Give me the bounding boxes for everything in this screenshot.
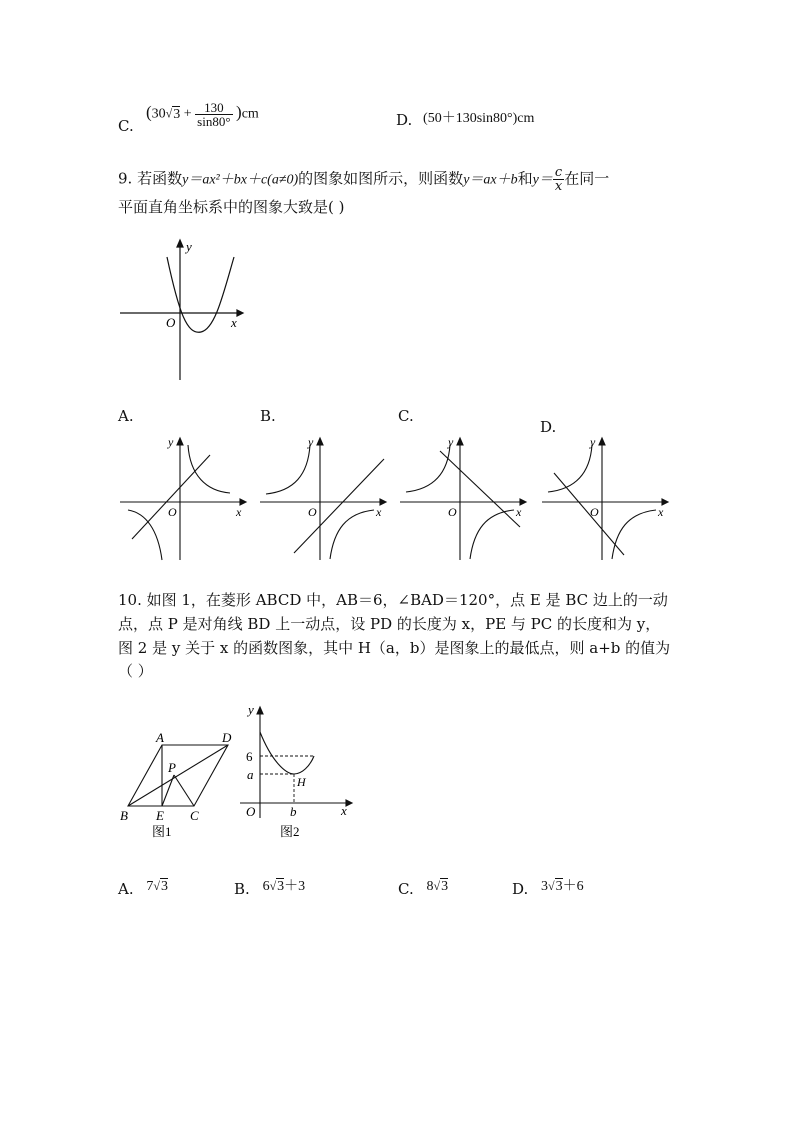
svg-text:C: C xyxy=(190,808,199,823)
svg-text:y: y xyxy=(168,435,174,449)
q10-figure-1-rhombus xyxy=(116,728,248,840)
q9-option-b-graph[interactable] xyxy=(258,435,393,565)
q10-option-b[interactable]: B. 6√3＋3 xyxy=(234,879,306,898)
q9-option-a-graph[interactable] xyxy=(118,435,253,565)
x-label: x xyxy=(231,315,237,330)
q9-option-a-label[interactable]: A. xyxy=(118,407,134,425)
q9-option-d-graph[interactable] xyxy=(540,435,675,565)
q9-parabola-graph xyxy=(115,235,250,385)
segment-pc xyxy=(174,775,194,806)
svg-text:D: D xyxy=(222,730,232,745)
svg-text:O: O xyxy=(448,505,457,519)
svg-text:O: O xyxy=(590,505,599,519)
q9-option-c-graph[interactable] xyxy=(398,435,533,565)
svg-text:y: y xyxy=(248,702,254,717)
svg-text:O: O xyxy=(168,505,177,519)
q10-option-c[interactable]: C. 8√3 xyxy=(398,879,449,898)
svg-text:y: y xyxy=(308,435,314,449)
svg-text:x: x xyxy=(658,505,664,519)
figure-1-caption: 图1 xyxy=(152,824,172,839)
svg-text:P: P xyxy=(168,760,176,775)
svg-text:B: B xyxy=(120,808,128,823)
diagonal-bd xyxy=(128,745,228,806)
svg-text:x: x xyxy=(236,505,242,519)
origin-label: O xyxy=(166,315,176,330)
q10-stem-line-1: 10. 如图 1，在菱形 ABCD 中，AB＝6，∠BAD＝120°，点 E 是 BC 边上的一动 xyxy=(118,591,668,609)
q8-option-c xyxy=(118,108,134,135)
svg-text:x: x xyxy=(376,505,382,519)
parabola-curve xyxy=(167,257,234,332)
segment-pe xyxy=(162,775,174,806)
q8-option-c-expression: (30√3 + $\frac{130}{\sin 80^\circ}$ )cm xyxy=(146,100,259,129)
y-label: y xyxy=(186,239,192,254)
svg-text:y: y xyxy=(448,435,454,449)
q8-option-c-label: C. xyxy=(118,117,134,135)
q10-stem-line-3: 图 2 是 y 关于 x 的函数图象，其中 H（a，b）是图象上的最低点，则 a+b 的值为 xyxy=(118,639,671,657)
q10-figure-2-graph xyxy=(236,700,361,842)
figure-2-caption: 图2 xyxy=(280,824,300,839)
q10-stem-line-4: （ ） xyxy=(118,662,153,680)
svg-text:y: y xyxy=(590,435,596,449)
q8-option-d-label: D. xyxy=(396,111,413,129)
q10-stem-line-2: 点，点 P 是对角线 BD 上一动点，设 PD 的长度为 x，PE 与 PC 的长度和为 y， xyxy=(118,615,661,633)
svg-text:x: x xyxy=(516,505,522,519)
svg-text:H: H xyxy=(297,775,306,789)
svg-text:x: x xyxy=(341,803,347,818)
q9-option-c-label[interactable]: C. xyxy=(398,407,414,425)
svg-text:6: 6 xyxy=(246,749,253,764)
q10-option-a[interactable]: A. 7√3 xyxy=(118,879,168,898)
function-curve xyxy=(260,732,314,774)
svg-text:O: O xyxy=(246,804,256,819)
svg-text:O: O xyxy=(308,505,317,519)
svg-text:a: a xyxy=(247,767,254,782)
q9-stem-line-1: 9. 若函数y＝ax²＋bx＋c(a≠0)的图象如图所示，则函数y＝ax＋b和y＝ $\frac{c}{x}$ 在同一 xyxy=(118,165,610,194)
q9-option-d-label[interactable]: D. xyxy=(540,418,557,436)
q8-option-d-expression: (50＋130sin80°)cm xyxy=(423,111,535,126)
q8-option-d xyxy=(396,110,534,132)
q9-stem-line-2: 平面直角坐标系中的图象大致是( ) xyxy=(118,198,345,216)
q10-option-d[interactable]: D. 3√3＋6 xyxy=(512,879,584,898)
q9-option-b-label[interactable]: B. xyxy=(260,407,276,425)
svg-text:E: E xyxy=(156,808,164,823)
svg-text:A: A xyxy=(156,730,164,745)
svg-text:b: b xyxy=(290,804,297,819)
